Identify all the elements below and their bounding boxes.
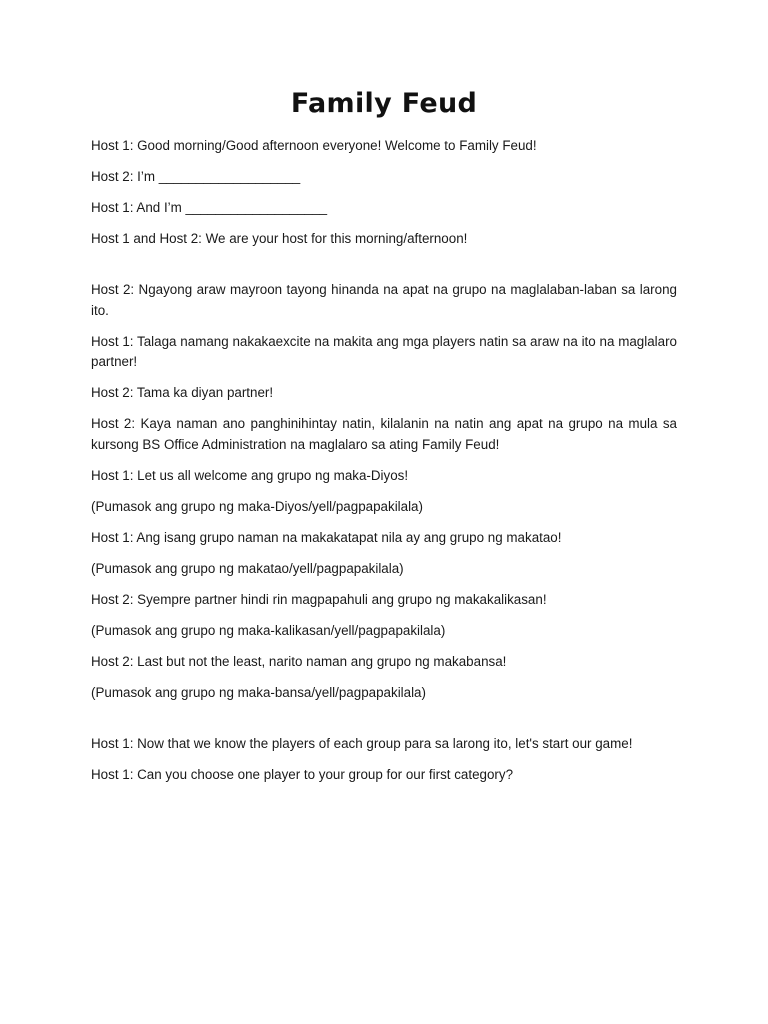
script-line: Host 1: Good morning/Good afternoon everyone! Welcome to Family Feud! — [91, 138, 537, 153]
stage-direction: (Pumasok ang grupo ng maka-Diyos/yell/pagpapakilala) — [91, 498, 423, 514]
script-line: Host 2: Tama ka diyan partner! — [91, 385, 274, 400]
script-line: Host 1: Now that we know the players of each group para sa larong ito, let's start our game! — [91, 735, 633, 751]
stage-direction: (Pumasok ang grupo ng makatao/yell/pagpapakilala) — [91, 560, 404, 576]
script-line: Host 2: Last but not the least, narito naman ang grupo ng makabansa! — [91, 653, 507, 669]
script-body — [91, 136, 677, 796]
blank-line — [91, 714, 677, 734]
script-line: Host 1: Can you choose one player to your group for our first category? — [91, 766, 514, 782]
script-line: Host 1: And I’m ___________________ — [91, 200, 328, 215]
script-line: Host 1 and Host 2: We are your host for this morning/afternoon! — [91, 231, 468, 246]
blank-line — [91, 260, 677, 280]
document-title: Family Feud — [290, 88, 478, 119]
script-line: Host 2: Kaya naman ano panghinihintay natin, kilalanin na natin ang apat na grupo na mula sa kursong BS Office Administration na maglalaro sa ating Family Feud! — [91, 416, 677, 452]
stage-direction: (Pumasok ang grupo ng maka-bansa/yell/pagpapakilala) — [91, 684, 426, 700]
script-line: Host 2: Ngayong araw mayroon tayong hinanda na apat na grupo na maglalaban-laban sa larong ito. — [91, 282, 677, 318]
script-line: Host 1: Ang isang grupo naman na makakatapat nila ay ang grupo ng makatao! — [91, 529, 562, 545]
script-line: Host 1: Let us all welcome ang grupo ng maka-Diyos! — [91, 467, 409, 483]
script-line: Host 1: Talaga namang nakakaexcite na makita ang mga players natin sa araw na ito na maglalaro partner! — [91, 333, 677, 369]
stage-direction: (Pumasok ang grupo ng maka-kalikasan/yell/pagpapakilala) — [91, 622, 446, 638]
script-line: Host 2: Syempre partner hindi rin magpapahuli ang grupo ng makakalikasan! — [91, 591, 547, 607]
script-line: Host 2: I’m ___________________ — [91, 169, 301, 184]
